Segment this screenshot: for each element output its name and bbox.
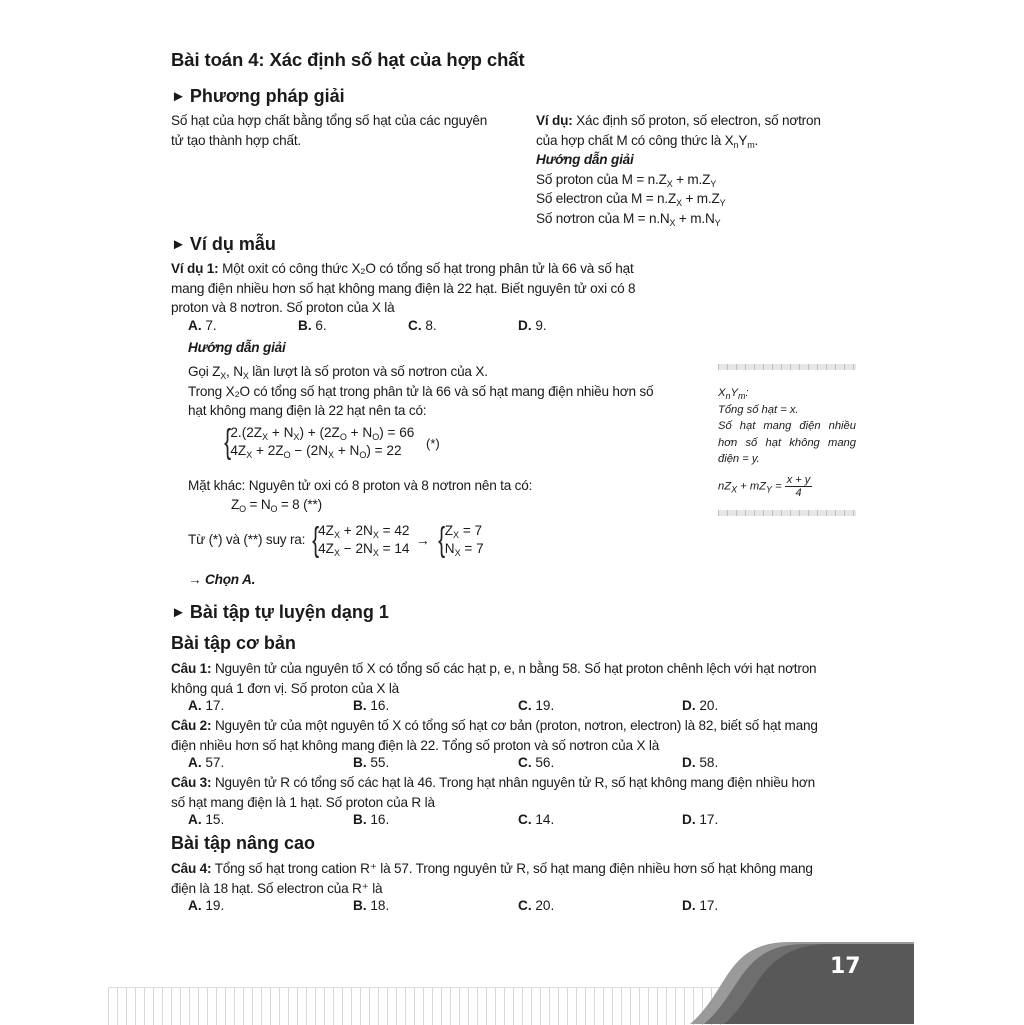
arrow-icon: → [415,532,430,548]
solution-oxygen-line: Mặt khác: Nguyên tử oxi có 8 proton và 8 nơtron nên ta có: [188,478,533,493]
equation-double-star: $Z_O = N_O = 8$ (**) [231,497,322,514]
guide-label: Hướng dẫn giải [188,340,286,355]
page-number: 17 [830,954,861,979]
basic-heading: Bài tập cơ bản [171,633,296,653]
triangle-bullet-icon: ► [171,236,186,253]
note-divider-top [718,364,856,370]
method-example: Ví dụ: Xác định số proton, số electron, số nơtron của hợp chất M có công thức là $X_nY_m$. Hướng dẫn giải Số proton của $M = n.Z_X + m.Z_Y$ Số electron của $M = n.Z_X + m.Z_Y$ Số nơtron của $M = n.N_X + m.N_Y$ [536,113,821,228]
equation-system-star: { $2.(2Z_X + N_X) + (2Z_O + N_O) = 66$ $4Z_X + 2Z_O - (2N_X + N_O) = 22$ (*) [224,423,440,461]
practice-heading: ► Bài tập tự luyện dạng 1 [171,602,389,622]
equation-derivation: Từ (*) và (**) suy ra: { $4Z_X + 2N_X = 42$ $4Z_X - 2N_X = 14$ → { $Z_X = 7$ $N_X = 7$ [188,521,484,559]
triangle-bullet-icon: ► [171,88,186,105]
note-divider-bottom [718,510,856,516]
triangle-bullet-icon: ► [171,604,186,621]
footer-grid-decoration [108,987,728,1025]
guide-label: Hướng dẫn giải [536,152,634,167]
arrow-icon: → [188,572,202,587]
answer-line: → Chọn A. [188,572,256,587]
sample-heading: ► Ví dụ mẫu [171,234,276,254]
sidebar-note: $X_nY_m$: Tổng số hạt = x. Số hạt mang điện nhiều hơn số hạt không mang điện = y. $nZ_X + mZ_Y$ = $\frac{x + y}{4}$ [718,387,856,499]
page-number-tab [690,940,914,1024]
advanced-heading: Bài tập nâng cao [171,833,316,853]
sample-solution: Gọi $Z_X$, $N_X$ lần lượt là số proton và số nơtron của X. Trong X₂O có tổng số hạt trong phân tử là 66 và số hạt mang điện nhiều hơn số hạt không mang điện là 22 hạt nên ta có: [188,364,654,418]
question-3: Câu 3: Nguyên tử R có tổng số các hạt là 46. Trong hạt nhân nguyên tử R, số hạt không mang điện nhiều hơn số hạt mang điện là 1 hạt. Số proton của R là [171,775,815,810]
question-1: Câu 1: Nguyên tử của nguyên tố X có tổng số các hạt p, e, n bằng 58. Số hạt proton chênh lệch với hạt nơtron không quá 1 đơn vị. Số proton của X là [171,661,817,696]
question-2: Câu 2: Nguyên tử của một nguyên tố X có tổng số hạt cơ bản (proton, nơtron, electron) là 82, biết số hạt mang điện nhiều hơn số hạt không mang điện là 22. Tổng số proton và số nơtron của X là [171,718,818,753]
method-heading: ► Phương pháp giải [171,86,345,106]
question-4: Câu 4: Tổng số hạt trong cation R⁺ là 57. Trong nguyên tử R, số hạt mang điện nhiều hơn số hạt không mang điện là 18 hạt. Số electron của R⁺ là [171,861,813,896]
method-text: Số hạt của hợp chất bằng tổng số hạt của các nguyên tử tạo thành hợp chất. [171,113,488,148]
sample-question: Ví dụ 1: Một oxit có công thức X₂O có tổng số hạt trong phân tử là 66 và số hạt mang điện nhiều hơn số hạt không mang điện là 22 hạt. Biết nguyên tử oxi có 8 proton và 8 nơtron. Số proton của X là [171,261,636,315]
page-title: Bài toán 4: Xác định số hạt của hợp chất [171,49,525,70]
